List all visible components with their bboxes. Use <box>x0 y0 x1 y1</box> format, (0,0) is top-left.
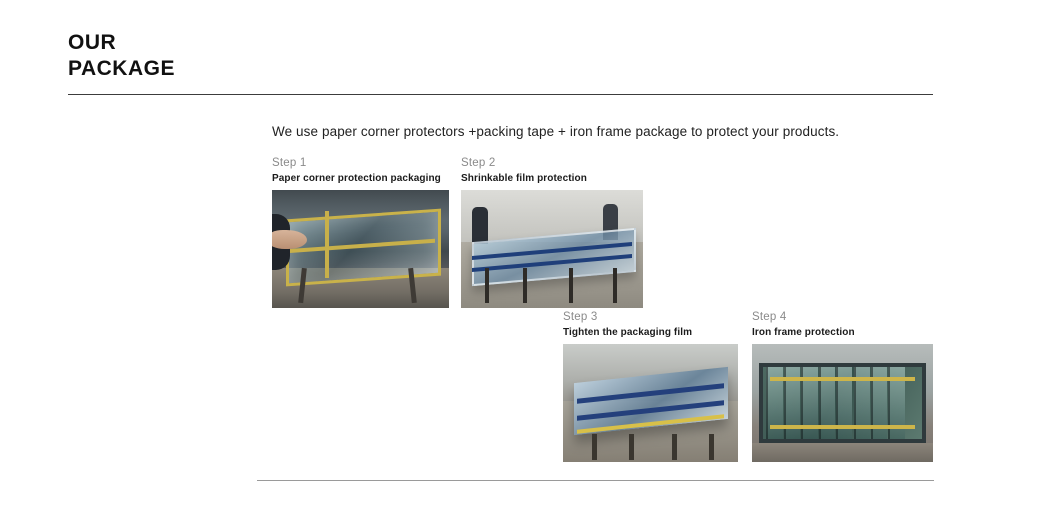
step-1-caption: Paper corner protection packaging <box>272 173 441 185</box>
footer-divider <box>257 480 934 481</box>
page-title <box>68 30 468 82</box>
step-2 <box>461 157 643 308</box>
step-1 <box>272 157 449 308</box>
step-1-image <box>272 190 449 308</box>
step-3-image <box>563 344 738 462</box>
step-2-caption: Shrinkable film protection <box>461 173 587 185</box>
step-4-label: Step 4 <box>752 311 787 323</box>
step-4 <box>752 311 933 462</box>
header-divider <box>68 94 933 95</box>
page-title-line-1: OUR <box>68 31 117 54</box>
step-4-caption: Iron frame protection <box>752 327 855 339</box>
step-4-image <box>752 344 933 462</box>
step-1-label: Step 1 <box>272 157 307 169</box>
step-3-caption: Tighten the packaging film <box>563 327 693 339</box>
page-title-line-2: PACKAGE <box>68 57 175 81</box>
step-2-image <box>461 190 643 308</box>
intro-text: We use paper corner protectors +packing tape + iron frame package to protect your products. <box>272 124 840 139</box>
step-2-label: Step 2 <box>461 157 496 169</box>
step-3 <box>563 311 738 462</box>
step-3-label: Step 3 <box>563 311 598 323</box>
